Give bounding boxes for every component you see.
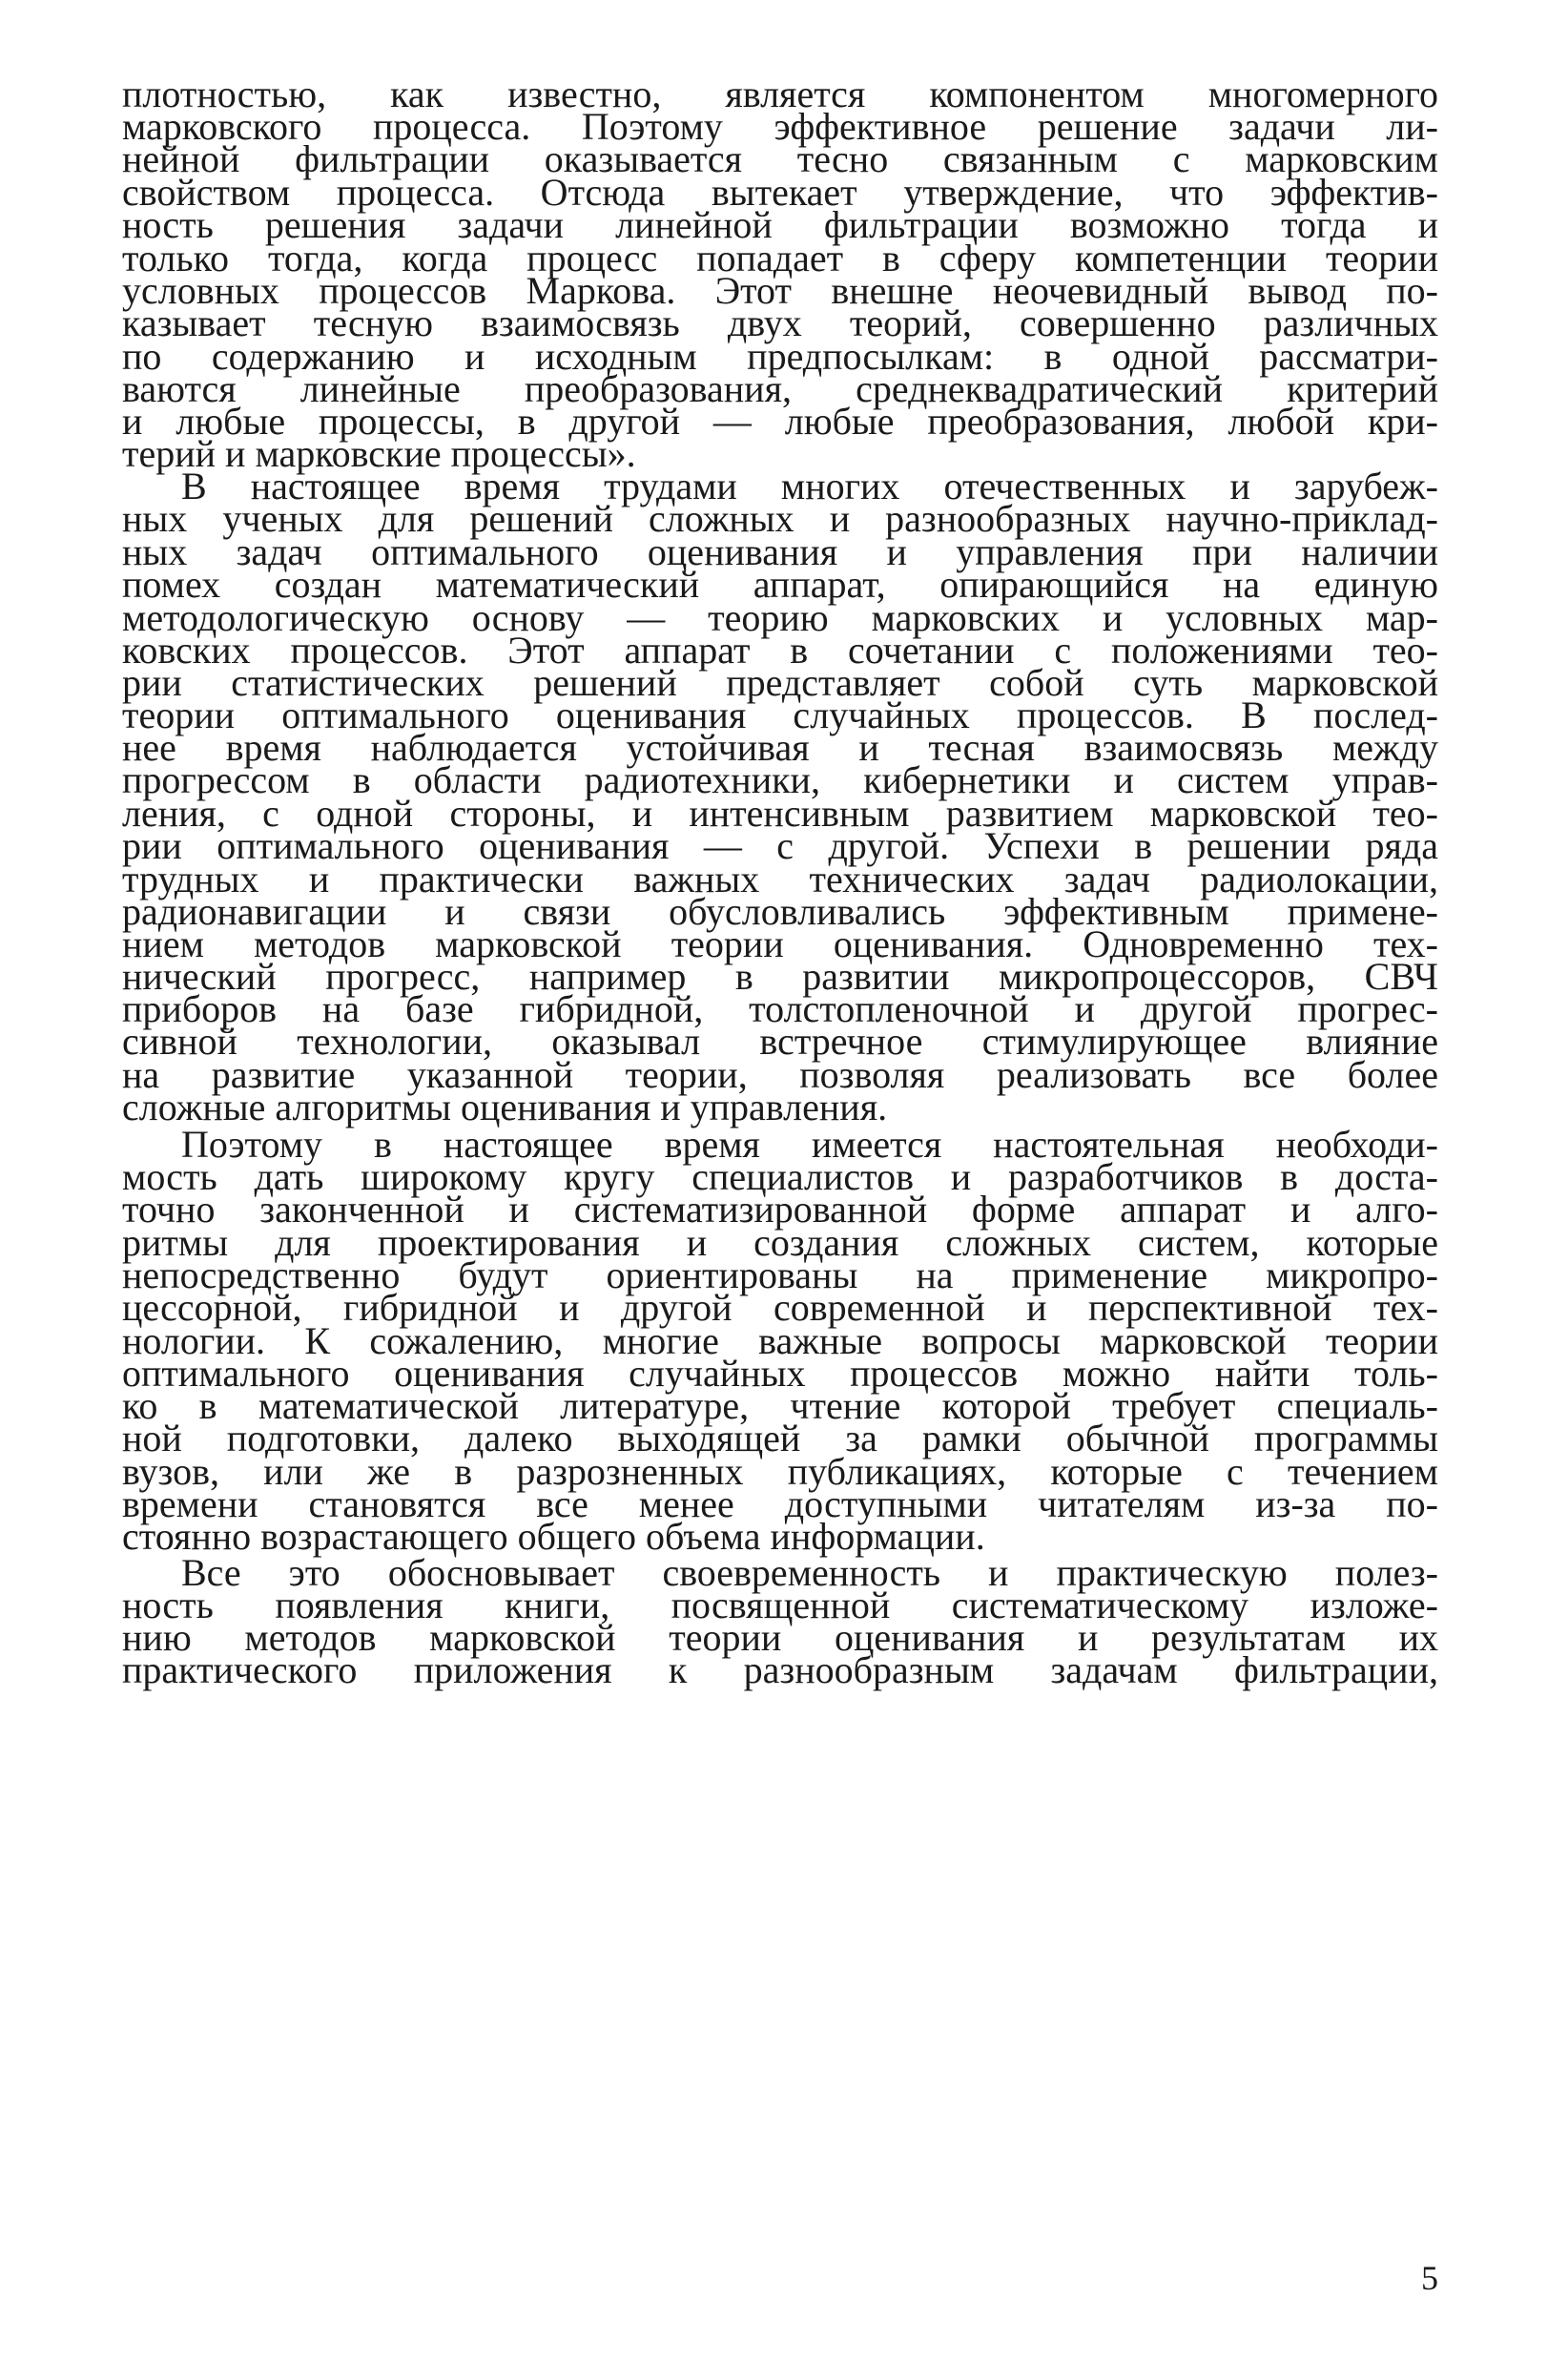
text-line: ных ученых для решений сложных и разнообразных научно-приклад- (122, 497, 1438, 540)
text-line: свойством процесса. Отсюда вытекает утверждение, что эффектив- (122, 171, 1438, 214)
text-line: практического приложения к разнообразным задачам фильтрации, (122, 1648, 1438, 1691)
text-line: времени становятся все менее доступными читателям из-за по- (122, 1482, 1438, 1525)
text-line: Все это обосновывает своевременность и практическую полез- (181, 1551, 1438, 1594)
text-line: оптимального оценивания случайных процессов можно найти толь- (122, 1352, 1438, 1395)
text-line: ко в математической литературе, чтение которой требует специаль- (122, 1384, 1438, 1427)
text-line: рии оптимального оценивания — с другой. Успехи в решении ряда (122, 824, 1438, 867)
text-line: стоянно возрастающего общего объема информации. (122, 1515, 985, 1558)
text-line: на развитие указанной теории, позволяя реализовать все более (122, 1053, 1438, 1096)
text-line: мость дать широкому кругу специалистов и разработчиков в доста- (122, 1155, 1438, 1198)
text-line: только тогда, когда процесс попадает в сферу компетенции теории (122, 237, 1438, 279)
text-line: по содержанию и исходным предпосылкам: в одной рассматри- (122, 335, 1438, 378)
text-line: В настоящее время трудами многих отечественных и зарубеж- (181, 465, 1438, 507)
text-line: прогрессом в области радиотехники, кибернетики и систем управ- (122, 758, 1438, 801)
text-line: нейной фильтрации оказывается тесно связанным с марковским (122, 137, 1438, 180)
text-line: ритмы для проектирования и создания сложных систем, которые (122, 1221, 1438, 1264)
text-line: казывает тесную взаимосвязь двух теорий, совершенно различных (122, 301, 1438, 344)
text-line: марковского процесса. Поэтому эффективное решение задачи ли- (122, 105, 1438, 148)
text-line: нием методов марковской теории оценивания. Одновременно тех- (122, 922, 1438, 965)
text-line: условных процессов Маркова. Этот внешне неочевидный вывод по- (122, 269, 1438, 312)
text-line: ваются линейные преобразования, среднеквадратический критерий (122, 367, 1438, 410)
text-line: ных задач оптимального оценивания и управления при наличии (122, 530, 1438, 573)
text-line: Поэтому в настоящее время имеется настоятельная необходи- (181, 1123, 1438, 1166)
text-line: нию методов марковской теории оценивания и результатам их (122, 1616, 1438, 1659)
text-line: нический прогресс, например в развитии микропроцессоров, СВЧ (122, 955, 1438, 998)
text-line: ность появления книги, посвященной систематическому изложе- (122, 1584, 1438, 1626)
text-line: непосредственно будут ориентированы на применение микропро- (122, 1253, 1438, 1296)
text-line: и любые процессы, в другой — любые преобразования, любой кри- (122, 400, 1438, 443)
text-line: нее время наблюдается устойчивая и тесная взаимосвязь между (122, 726, 1438, 769)
text-line: вузов, или же в разрозненных публикациях, которые с течением (122, 1450, 1438, 1493)
text-line: теории оптимального оценивания случайных процессов. В послед- (122, 694, 1438, 736)
text-line: помех создан математический аппарат, опирающийся на единую (122, 563, 1438, 606)
text-line: сложные алгоритмы оценивания и управления. (122, 1086, 888, 1128)
text-line: плотностью, как известно, является компонентом многомерного (122, 72, 1438, 115)
text-line: терий и марковские процессы». (122, 432, 636, 475)
text-line: радионавигации и связи обусловливались эффективным примене- (122, 890, 1438, 933)
text-line: ность решения задачи линейной фильтрации возможно тогда и (122, 203, 1438, 246)
text-line: цессорной, гибридной и другой современной и перспективной тех- (122, 1286, 1438, 1329)
text-line: трудных и практически важных технических задач радиолокации, (122, 858, 1438, 901)
text-line: ной подготовки, далеко выходящей за рамки обычной программы (122, 1417, 1438, 1459)
text-line: ления, с одной стороны, и интенсивным развитием марковской тео- (122, 792, 1438, 835)
text-line: рии статистических решений представляет собой суть марковской (122, 661, 1438, 704)
text-line: методологическую основу — теорию марковских и условных мар- (122, 596, 1438, 639)
text-line: нологии. К сожалению, многие важные вопросы марковской теории (122, 1319, 1438, 1362)
text-line: сивной технологии, оказывал встречное стимулирующее влияние (122, 1020, 1438, 1063)
text-line: приборов на базе гибридной, толстопленочной и другой прогрес- (122, 987, 1438, 1030)
text-line: точно законченной и систематизированной форме аппарат и алго- (122, 1188, 1438, 1231)
text-line: ковских процессов. Этот аппарат в сочетании с положениями тео- (122, 629, 1438, 672)
page-number: 5 (1421, 2259, 1438, 2297)
